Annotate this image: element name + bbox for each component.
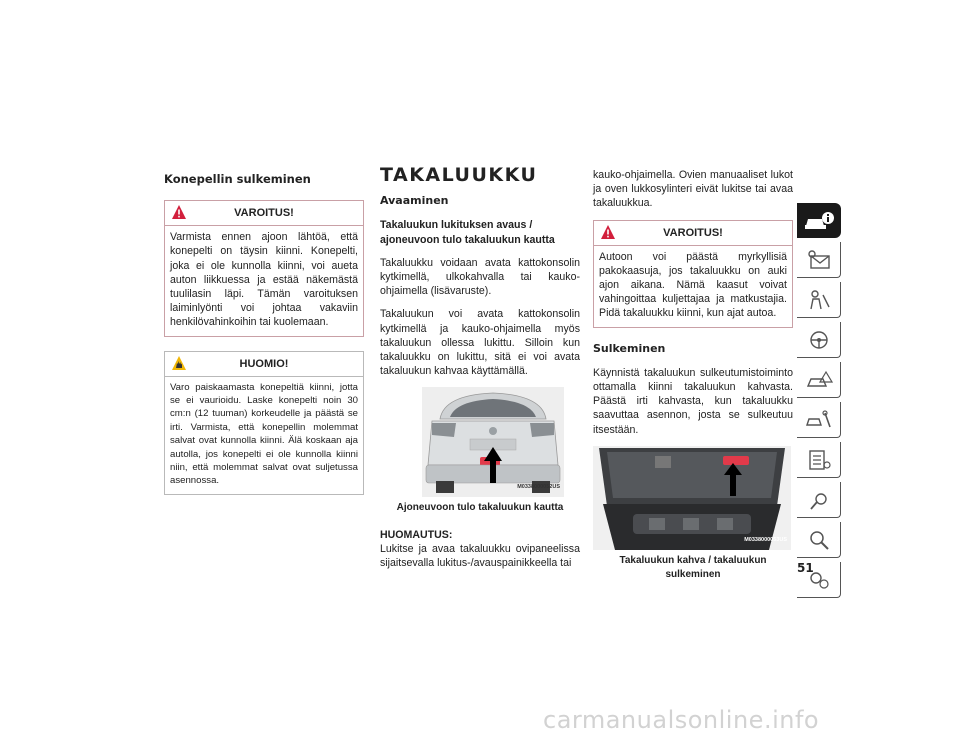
middle-column bbox=[380, 164, 580, 579]
warning-text: Autoon voi päästä myrkyllisiä pakokaasuja, jos takaluukku on auki ajon aikana. Nämä kaasut voivat vahingoittaa kuljettajaa ja matkustajia. Pidä takaluukku kiinni, kun ajat autoa. bbox=[599, 250, 787, 320]
tab-specs[interactable] bbox=[797, 482, 841, 518]
figure-code: M0338000053US bbox=[744, 536, 787, 543]
tab-car-info[interactable] bbox=[797, 203, 841, 238]
car-wrench-icon bbox=[805, 409, 833, 431]
paragraph: Takaluukun voi avata kattokonsolin kytkimellä ja kauko-ohjaimella myös takaluukun ollessa lukittu. Silloin kun takaluukku on lukittu, sitä ei voi avata takaluukun kahvaa käyttämällä. bbox=[380, 308, 580, 378]
page-title: TAKALUUKKU bbox=[380, 164, 538, 186]
envelope-airbag-icon bbox=[805, 249, 833, 271]
seatbelt-person-icon bbox=[805, 289, 833, 311]
subheading-closing: Sulkeminen bbox=[593, 341, 666, 355]
liftgate-handle-figure bbox=[593, 446, 791, 550]
paragraph: kauko-ohjaimella. Ovien manuaaliset lukot ja oven lukkosylinteri eivät lukitse tai avaa takaluukkua. bbox=[593, 169, 793, 210]
figure-caption: Ajoneuvoon tulo takaluukun kautta bbox=[396, 502, 564, 514]
warning-title: VAROITUS! bbox=[663, 226, 723, 239]
tab-maintenance[interactable] bbox=[797, 442, 841, 478]
checklist-icon bbox=[805, 449, 833, 471]
caution-box bbox=[164, 351, 364, 495]
chapter-tabs bbox=[797, 203, 841, 602]
tab-keys[interactable] bbox=[797, 242, 841, 278]
paragraph: Käynnistä takaluukun sulkeutumistoiminto ottamalla kiinni takaluukun kahvasta. Päästä irti kahvasta, kun takaluukku saavuttaa asennon, josta se sulkeutuu itsestään. bbox=[593, 366, 793, 436]
liftgate-rear-figure bbox=[422, 387, 564, 497]
car-info-icon bbox=[803, 210, 835, 232]
left-column bbox=[164, 168, 364, 509]
paragraph: Takaluukku voidaan avata kattokonsolin kytkimellä, ulkokahvalla tai kauko-ohjaimella (lisävaruste). bbox=[380, 256, 580, 298]
warning-triangle-icon bbox=[171, 204, 187, 229]
warning-triangle-car-icon bbox=[805, 369, 833, 391]
caution-text: Varo paiskaamasta konepeltiä kiinni, jotta se ei vaurioidu. Laske konepelti noin 30 cm:n (12 tuuman) korkeudelle ja päästä se irti. Varmista, että konepellin molemmat salvat ovat kunnolla kiinni. Älä koskaan aja autolla, jos konepelti ei ole kunnolla kiinni niin, että molemmat salvat ovat suljetussa asennossa. bbox=[170, 381, 358, 487]
magnifier-icon bbox=[805, 529, 833, 551]
warning-title: VAROITUS! bbox=[234, 207, 294, 220]
label-unlock: Takaluukun lukituksen avaus / ajoneuvoon tulo takaluukun kautta bbox=[380, 219, 555, 246]
figure-code: M0338000052US bbox=[517, 484, 560, 491]
warning-box bbox=[593, 220, 793, 328]
caution-hand-icon bbox=[171, 355, 187, 380]
right-column bbox=[593, 168, 793, 592]
warning-text: Varmista ennen ajoon lähtöä, että konepelti on täysin kiinni. Konepelti, joka ei ole kunnolla kiinni, voi aueta auton liikkuessa ja estää näkemästä tuulilasin läpi. Tämän varoituksen laiminlyönti voi johtaa vakaviin henkilövahinkoihin tai kuolemaan. bbox=[170, 231, 358, 329]
note-text: Lukitse ja avaa takaluukku ovipaneelissa sijaitsevalla lukitus-/avauspainikkeella tai bbox=[380, 542, 580, 570]
note-label: HUOMAUTUS: bbox=[380, 528, 453, 541]
tab-service[interactable] bbox=[797, 402, 841, 438]
tab-safety[interactable] bbox=[797, 282, 841, 318]
section-heading: Konepellin sulkeminen bbox=[164, 172, 311, 186]
page-number: 51 bbox=[797, 561, 814, 575]
tools-gear-icon bbox=[805, 489, 833, 511]
warning-triangle-icon bbox=[600, 224, 616, 249]
tab-warnings[interactable] bbox=[797, 362, 841, 398]
tab-index[interactable] bbox=[797, 522, 841, 558]
caution-title: HUOMIO! bbox=[239, 357, 289, 370]
tab-controls[interactable] bbox=[797, 322, 841, 358]
steering-wheel-icon bbox=[805, 329, 833, 351]
watermark: carmanualsonline.info bbox=[543, 706, 820, 734]
figure-caption: Takaluukun kahva / takaluukun sulkeminen bbox=[619, 554, 767, 581]
subheading-opening: Avaaminen bbox=[380, 194, 449, 208]
warning-box bbox=[164, 200, 364, 336]
